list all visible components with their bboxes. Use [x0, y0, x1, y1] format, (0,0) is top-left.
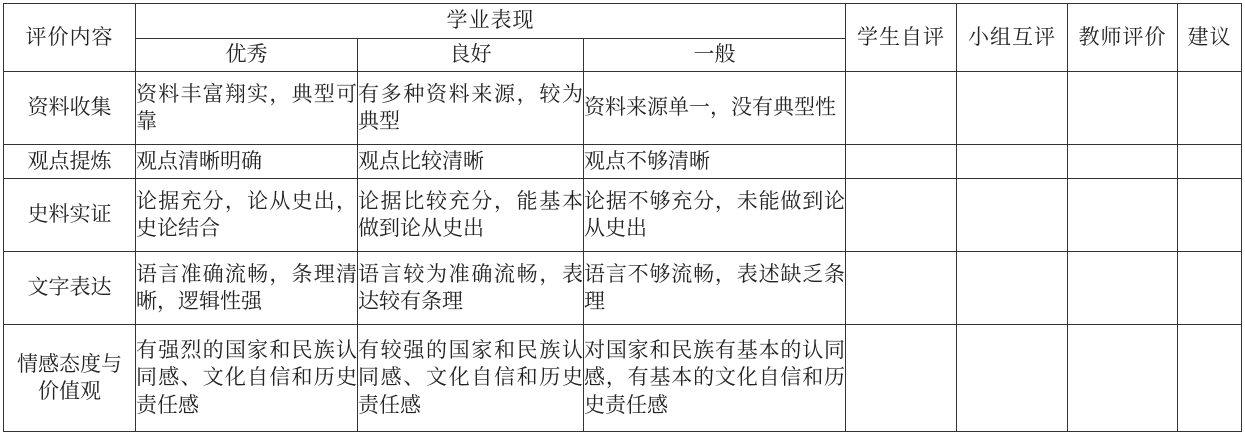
row-criterion: 情感态度与价值观: [4, 325, 136, 432]
good-cell: 论据比较充分，能基本做到论从史出: [358, 179, 584, 252]
suggestion-header: 建议: [1178, 4, 1242, 72]
row-criterion: 文字表达: [4, 252, 136, 325]
fair-cell: 论据不够充分，未能做到论从史出: [584, 179, 846, 252]
excellent-cell: 有强烈的国家和民族认同感、文化自信和历史责任感: [136, 325, 358, 432]
level-excellent-header: 优秀: [136, 39, 358, 72]
table-row: [4, 72, 1242, 145]
peer-assessment-header: 小组互评: [957, 4, 1068, 72]
good-cell: 有较强的国家和民族认同感、文化自信和历史责任感: [358, 325, 584, 432]
suggestion-cell: [1178, 325, 1242, 432]
teacher-assessment-cell: [1068, 145, 1178, 179]
self-assessment-cell: [846, 325, 957, 432]
excellent-cell: 语言准确流畅，条理清晰，逻辑性强: [136, 252, 358, 325]
level-fair-header: 一般: [584, 39, 846, 72]
peer-assessment-cell: [957, 145, 1068, 179]
peer-assessment-cell: [957, 179, 1068, 252]
row-criterion: 观点提炼: [4, 145, 136, 179]
table-row: [4, 325, 1242, 432]
suggestion-cell: [1178, 179, 1242, 252]
header-row-top: [4, 4, 1242, 39]
self-assessment-header: 学生自评: [846, 4, 957, 72]
row-criterion: 史料实证: [4, 179, 136, 252]
teacher-assessment-cell: [1068, 72, 1178, 145]
good-cell: 有多种资料来源，较为典型: [358, 72, 584, 145]
peer-assessment-cell: [957, 72, 1068, 145]
criteria-header: 评价内容: [4, 4, 136, 72]
good-cell: 语言较为准确流畅，表达较有条理: [358, 252, 584, 325]
self-assessment-cell: [846, 252, 957, 325]
table-row: [4, 145, 1242, 179]
good-cell: 观点比较清晰: [358, 145, 584, 179]
self-assessment-cell: [846, 72, 957, 145]
teacher-assessment-cell: [1068, 252, 1178, 325]
suggestion-cell: [1178, 72, 1242, 145]
fair-cell: 观点不够清晰: [584, 145, 846, 179]
peer-assessment-cell: [957, 252, 1068, 325]
teacher-assessment-header: 教师评价: [1068, 4, 1178, 72]
fair-cell: 资料来源单一，没有典型性: [584, 72, 846, 145]
table-row: [4, 179, 1242, 252]
self-assessment-cell: [846, 145, 957, 179]
suggestion-cell: [1178, 145, 1242, 179]
fair-cell: 对国家和民族有基本的认同感，有基本的文化自信和历史责任感: [584, 325, 846, 432]
teacher-assessment-cell: [1068, 179, 1178, 252]
row-criterion: 资料收集: [4, 72, 136, 145]
teacher-assessment-cell: [1068, 325, 1178, 432]
level-good-header: 良好: [358, 39, 584, 72]
table-row: [4, 252, 1242, 325]
excellent-cell: 论据充分，论从史出，史论结合: [136, 179, 358, 252]
performance-group-header: 学业表现: [136, 4, 846, 39]
fair-cell: 语言不够流畅，表述缺乏条理: [584, 252, 846, 325]
evaluation-rubric-table: [3, 3, 1242, 432]
excellent-cell: 资料丰富翔实，典型可靠: [136, 72, 358, 145]
excellent-cell: 观点清晰明确: [136, 145, 358, 179]
peer-assessment-cell: [957, 325, 1068, 432]
suggestion-cell: [1178, 252, 1242, 325]
self-assessment-cell: [846, 179, 957, 252]
